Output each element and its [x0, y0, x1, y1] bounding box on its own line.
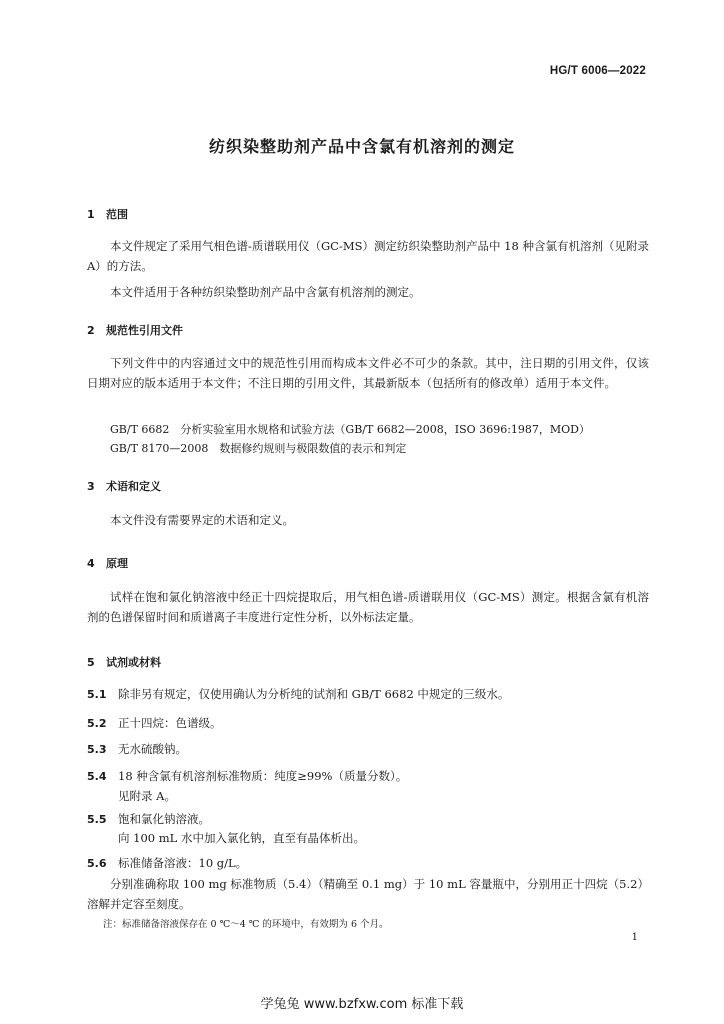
- section-number: 3: [87, 480, 95, 493]
- clause-number: 5.1: [87, 688, 107, 701]
- clause-item: [87, 767, 649, 787]
- clause-number: 5.5: [87, 813, 107, 826]
- standard-code: HG/T 6006—2022: [549, 65, 646, 77]
- clause-item: [87, 810, 649, 830]
- clause-item: [87, 740, 649, 760]
- clause-text: 饱和氯化钠溶液。: [118, 812, 210, 826]
- paragraph: 本文件适用于各种纺织染整助剂产品中含氯有机溶剂的测定。: [110, 285, 421, 299]
- section-heading: [87, 478, 161, 494]
- clause-subtext: 向 100 mL 水中加入氯化钠，直至有晶体析出。: [118, 831, 365, 845]
- paragraph: 分别准确称取 100 mg 标准物质（5.4）（精确至 0.1 mg）于 10 mL 容量瓶中，分别用正十四烷（5.2）溶解并定容至刻度。: [87, 877, 649, 911]
- clause-text: 正十四烷：色谱级。: [118, 716, 222, 730]
- clause-number: 5.6: [87, 857, 107, 870]
- paragraph: 本文件没有需要界定的术语和定义。: [110, 513, 294, 527]
- clause-text: 标准储备溶液：10 g/L。: [118, 856, 248, 870]
- note: 注：标准储备溶液保存在 0 ℃～4 ℃ 的环境中，有效期为 6 个月。: [103, 919, 389, 930]
- section-title: 原理: [106, 557, 128, 570]
- clause-subtext: 见附录 A。: [118, 789, 176, 803]
- clause-item: [87, 685, 649, 705]
- section-heading: [87, 555, 128, 571]
- paragraph: 下列文件中的内容通过文中的规范性引用而构成本文件必不可少的条款。其中，注日期的引用文件，仅该日期对应的版本适用于本文件；不注日期的引用文件，其最新版本（包括所有的修改单）适用于本文件。: [87, 356, 649, 390]
- clause-item: [87, 714, 649, 734]
- section-title: 范围: [106, 208, 128, 221]
- section-heading: [87, 322, 183, 338]
- paragraph: 本文件规定了采用气相色谱-质谱联用仪（GC-MS）测定纺织染整助剂产品中 18 种含氯有机溶剂（见附录 A）的方法。: [87, 239, 649, 273]
- section-title: 试剂或材料: [106, 656, 161, 669]
- clause-text: 18 种含氯有机溶剂标准物质：纯度≥99%（质量分数）。: [118, 769, 408, 783]
- clause-text: 除非另有规定，仅使用确认为分析纯的试剂和 GB/T 6682 中规定的三级水。: [118, 687, 510, 701]
- section-heading: [87, 654, 161, 670]
- document-title: 纺织染整助剂产品中含氯有机溶剂的测定: [208, 137, 515, 156]
- section-number: 1: [87, 208, 95, 221]
- section-number: 4: [87, 557, 95, 570]
- section-number: 5: [87, 656, 95, 669]
- clause-number: 5.2: [87, 717, 107, 730]
- clause-number: 5.3: [87, 743, 107, 756]
- section-title: 术语和定义: [106, 480, 161, 493]
- page-number: 1: [631, 932, 638, 943]
- reference-item: GB/T 8170—2008 数据修约规则与极限数值的表示和判定: [110, 442, 407, 455]
- footer-watermark: 学兔兔 www.bzfxw.com 标准下载: [260, 997, 464, 1012]
- section-number: 2: [87, 324, 95, 337]
- section-heading: [87, 206, 128, 222]
- clause-text: 无水硫酸钠。: [118, 742, 187, 756]
- clause-number: 5.4: [87, 770, 107, 783]
- paragraph: 试样在饱和氯化钠溶液中经正十四烷提取后，用气相色谱-质谱联用仪（GC-MS）测定。根据含氯有机溶剂的色谱保留时间和质谱离子丰度进行定性分析，以外标法定量。: [87, 590, 649, 624]
- clause-item: [87, 854, 649, 874]
- reference-item: GB/T 6682 分析实验室用水规格和试验方法（GB/T 6682—2008，ISO 3696:1987，MOD）: [110, 423, 590, 436]
- section-title: 规范性引用文件: [106, 324, 183, 337]
